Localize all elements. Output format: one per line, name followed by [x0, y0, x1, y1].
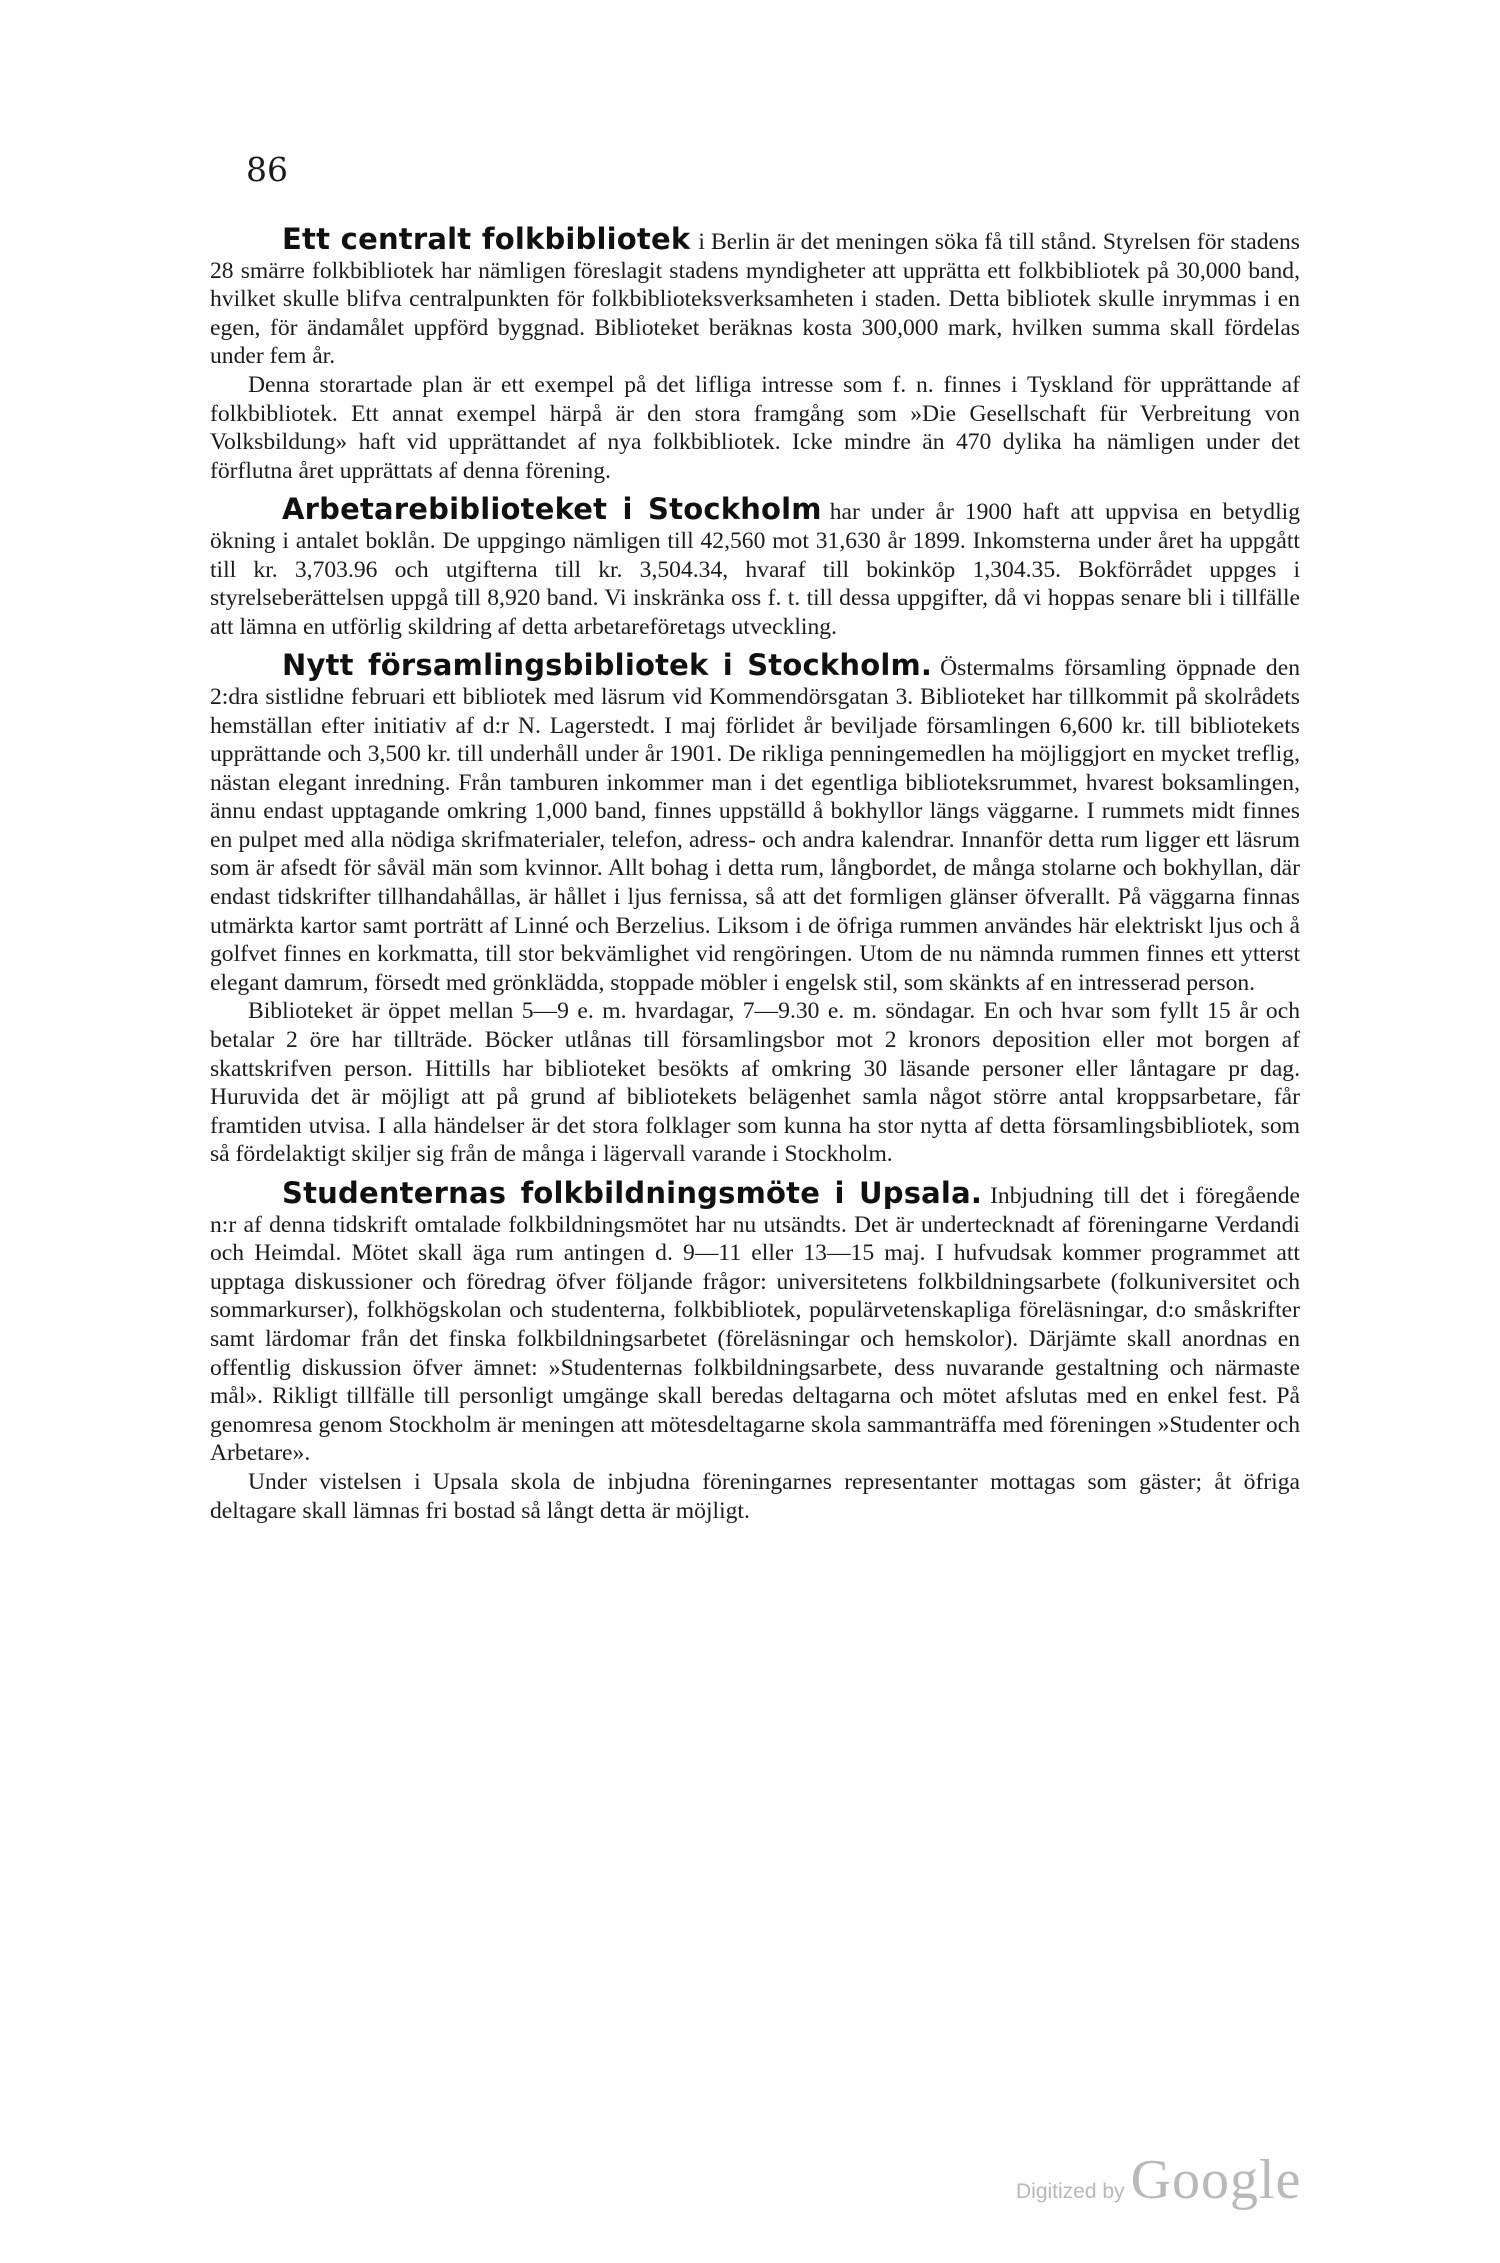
article-text: Inbjudning till det i föregående n:r af denna tidskrift omtalade folkbildningsmötet har nu utsändts. Det är undertecknadt af föreningarne Verdandi och Heimdal. Mötet skall äga rum antingen d. 9—11 eller 13—15 maj. I hufvudsak kommer programmet att upptaga diskussioner och föredrag öfver följande frågor: universitetens folkbildningsarbete (folkuniversitet och sommarkurser), folkhögskolan och studenterna, folkbibliotek, populärvetenskapliga föreläsningar, d:o småskrifter samt lärdomar från det finska folkbildningsarbetet (föreläsningar och hemskolor). Därjämte skall anordnas en offentlig diskussion öfver ämnet: »Studenternas folkbildningsarbete, dess nuvarande gestaltning och närmaste mål». Rikligt tillfälle till personligt umgänge skall beredas deltagarna och mötet afslutas med en enkel fest. På genomresa genom Stockholm är meningen att mötesdeltagarne skola sammanträffa med föreningen »Studenter och Arbetare». — [210, 1183, 1300, 1467]
article-text: Östermalms församling öppnade den 2:dra sistlidne februari ett bibliotek med läsrum vid Kommendörsgatan 3. Biblioteket har tillkommit på skolrådets hemställan efter initiativ af d:r N. Lagerstedt. I maj förlidet år beviljade församlingen 6,600 kr. till bibliotekets upprättande och 3,500 kr. till underhåll under år 1901. De rikliga penningemedlen ha möjliggjort en mycket treflig, nästan elegant inredning. Från tamburen inkommer man i det egentliga biblioteksrummet, hvarest boksamlingen, ännu endast upptagande omkring 1,000 band, finnes uppställd å bokhyllor längs väggarne. I rummets midt finnes en pulpet med alla nödiga skrifmaterialer, telefon, adress- och andra kalendrar. Innanför detta rum ligger ett läsrum som är afsedt för såväl män som kvinnor. Allt bohag i detta rum, långbordet, de många stolarne och bokhyllan, där endast tidskrifter tillhandahållas, är hållet i ljus fernissa, så att det formligen glänser öfverallt. På väggarna finnas utmärkta kartor samt porträtt af Linné och Berzelius. Liksom i de öfriga rummen användes här elektriskt ljus och å golfvet finnes en korkmatta, till stor bekvämlighet vid rengöringen. Utom de nu nämnda rummen finnes ett ytterst elegant damrum, försedt med grönklädda, stoppade möbler i engelsk stil, som skänkts af en intresserad person. — [210, 655, 1300, 996]
article-heading: Nytt församlingsbibliotek i Stockholm. — [282, 648, 933, 683]
article-workers-library-stockholm — [210, 492, 1300, 641]
article-paragraph — [210, 222, 1300, 371]
article-heading: Ett centralt folkbibliotek — [282, 222, 691, 256]
page-content — [210, 222, 1300, 1535]
article-paragraph — [210, 648, 1300, 997]
page-number: 86 — [246, 150, 288, 189]
article-text: i Berlin är det meningen söka få till stånd. Styrelsen för stadens 28 smärre folkbibliotek har nämligen föreslagit stadens myndigheter att upprätta ett folkbibliotek på 30,000 band, hvilket skulle blifva centralpunkten för folkbiblioteksverksamheten i staden. Detta bibliotek skulle inrymmas i en egen, för ändamålet uppförd byggnad. Biblioteket beräknas kosta 300,000 mark, hvilken summa skall fördelas under fem år. — [210, 229, 1300, 370]
article-paragraph: Biblioteket är öppet mellan 5—9 e. m. hvardagar, 7—9.30 e. m. söndagar. En och hvar som fyllt 15 år och betalar 2 öre har tillträde. Böcker utlånas till församlingsbor mot 2 kronors deposition eller mot borgen af skattskrifven person. Hittills har biblioteket besökts af omkring 30 läsande personer eller låntagare pr dag. Huruvida det är möjligt att på grund af bibliotekets belägenhet samla något större antal kroppsarbetare, får framtiden utvisa. I alla händelser är det stora folklager som kunna ha stor nytta af detta församlingsbibliotek, som så fördelaktigt skiljer sig från de många i lägervall varande i Stockholm. — [210, 998, 1300, 1168]
article-text: har under år 1900 haft att uppvisa en betydlig ökning i antalet boklån. De uppgingo nämligen till 42,560 mot 31,630 år 1899. Inkomsterna under året ha uppgått till kr. 3,703.96 och utgifterna till kr. 3,504.34, hvaraf till bokinköp 1,304.35. Bokförrådet uppges i styrelseberättelsen uppgå till 8,920 band. Vi inskränka oss f. t. till dessa uppgifter, då vi hoppas senare bli i tillfälle att lämna en utförlig skildring af detta arbetareföretags utveckling. — [210, 499, 1300, 640]
article-paragraph: Under vistelsen i Upsala skola de inbjudna föreningarnes representanter mottagas som gäster; åt öfriga deltagare skall lämnas fri bostad så långt detta är möjligt. — [210, 1468, 1300, 1524]
article-student-meeting-upsala — [210, 1176, 1300, 1525]
watermark-prefix: Digitized by — [1016, 2180, 1125, 2203]
article-paragraph: Denna storartade plan är ett exempel på det lifliga intresse som f. n. finnes i Tyskland för upprättande af folkbibliotek. Ett annat exempel härpå är den stora framgång som »Die Gesellschaft für Verbreitung von Volksbildung» haft vid upprättandet af nya folkbibliotek. Icke mindre än 470 dylika ha nämligen under det förflutna året upprättats af denna förening. — [210, 371, 1300, 484]
article-heading: Arbetarebiblioteket i Stockholm — [282, 492, 822, 527]
article-parish-library-stockholm — [210, 648, 1300, 1169]
digitized-by-watermark — [1016, 2148, 1301, 2212]
google-logo: Google — [1130, 2149, 1302, 2211]
article-paragraph — [210, 492, 1300, 641]
article-paragraph — [210, 1176, 1300, 1468]
article-heading: Studenternas folkbildningsmöte i Upsala. — [282, 1176, 983, 1210]
article-central-library-berlin — [210, 222, 1300, 485]
